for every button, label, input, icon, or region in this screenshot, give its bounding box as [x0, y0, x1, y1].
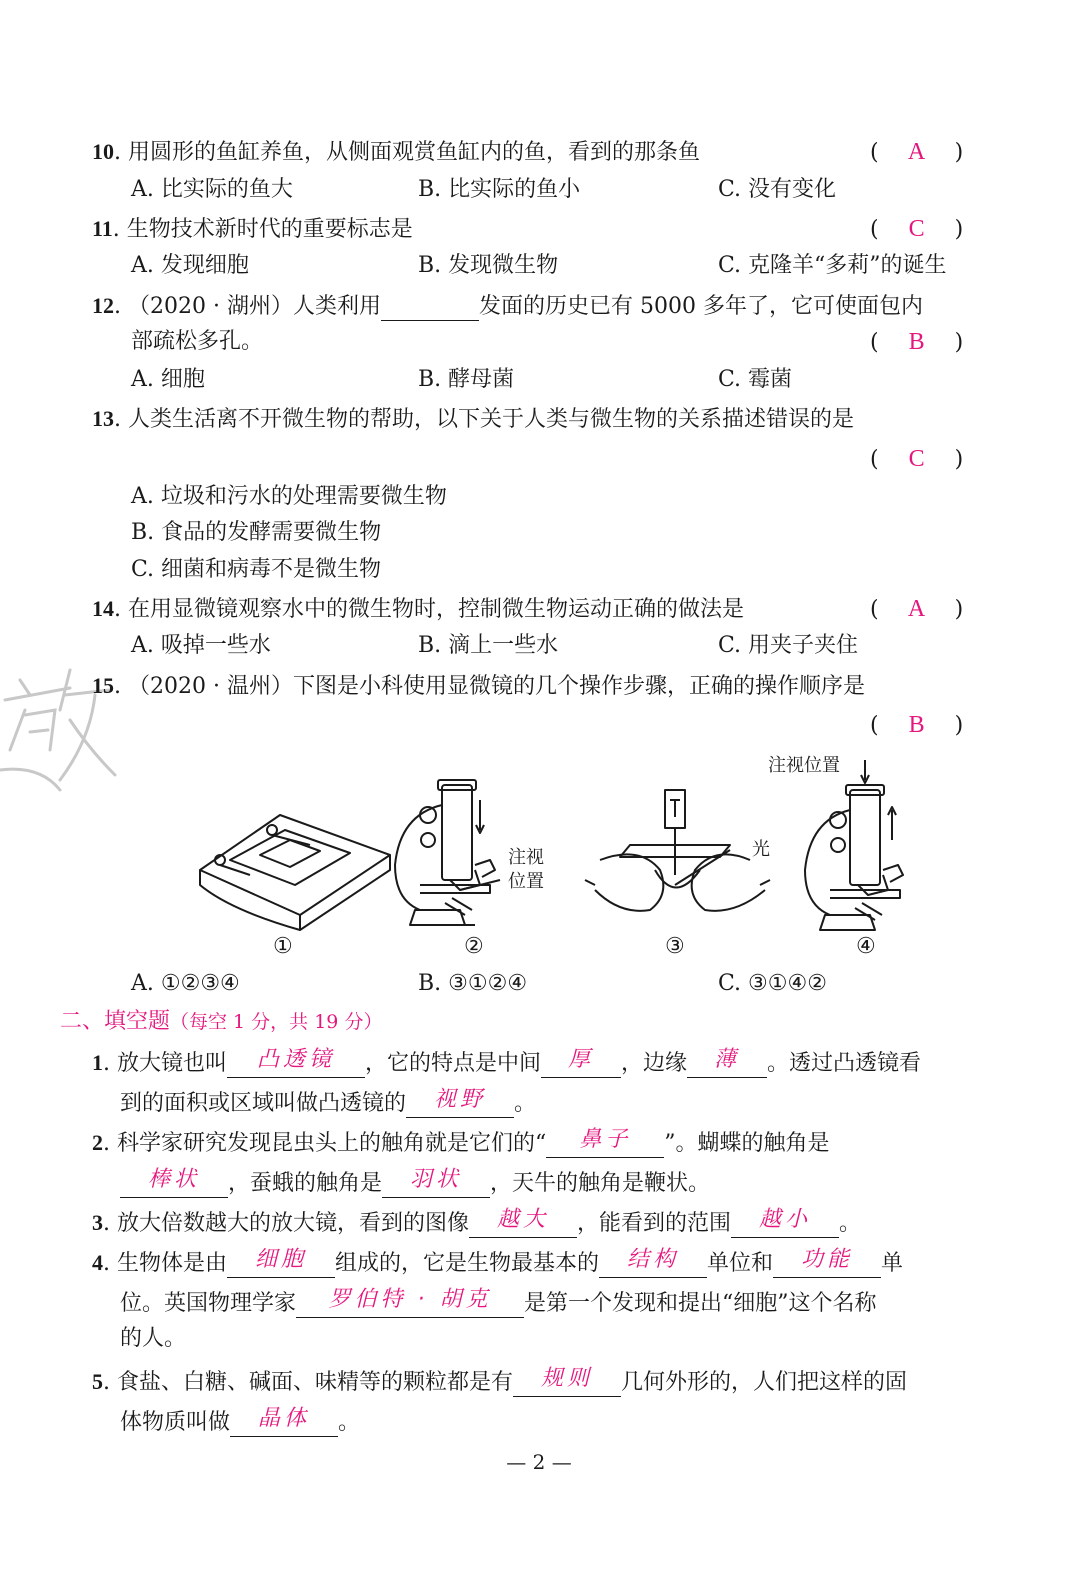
question-15 — [92, 672, 865, 701]
answer-blank — [382, 1167, 490, 1198]
option: A. 发现细胞 — [131, 253, 249, 278]
microscope-steps-figure — [190, 745, 930, 965]
answer-paren: ( C ) — [870, 216, 964, 242]
question-14 — [92, 595, 744, 624]
handwritten-answer: 鼻子 — [579, 1127, 632, 1152]
option: C. 没有变化 — [718, 177, 837, 202]
step4-microscope-drawing — [805, 760, 903, 930]
handwritten-answer: 视野 — [434, 1087, 487, 1112]
answer-paren: ( B ) — [870, 329, 964, 355]
answer-paren: ( A ) — [870, 139, 964, 165]
handwritten-answer: 越小 — [759, 1207, 812, 1232]
option: A. 垃圾和污水的处理需要微生物 — [131, 484, 447, 509]
step3-hands-drawing — [585, 790, 770, 911]
option: C. 克隆羊“多莉”的诞生 — [718, 253, 947, 278]
figure-label-2: ② — [464, 934, 484, 959]
option: A. 细胞 — [131, 367, 205, 392]
answer-blank — [120, 1167, 228, 1198]
note-watch-a2: 位置 — [508, 871, 544, 892]
step2-microscope-drawing — [395, 780, 500, 925]
note-light: 光 — [752, 839, 770, 860]
option: C. 用夹子夹住 — [718, 633, 859, 658]
page-number: — 2 — — [506, 1450, 572, 1474]
handwritten-answer: 薄 — [714, 1047, 741, 1072]
section-scoring: （每空 1 分，共 19 分） — [170, 1011, 383, 1033]
handwritten-answer: 规则 — [540, 1366, 593, 1391]
option: A. 比实际的鱼大 — [131, 177, 293, 202]
step1-slide-drawing — [200, 815, 390, 930]
answer-blank — [227, 1047, 365, 1078]
answer-blank — [513, 1366, 621, 1397]
question-12 — [92, 290, 923, 321]
question-number: 14 — [92, 596, 114, 621]
question-text: . 生物技术新时代的重要标志是 — [112, 217, 413, 242]
question-text: 发面的历史已有 5000 多年了，它可使面包内 — [478, 294, 923, 319]
handwritten-answer: 凸透镜 — [256, 1047, 335, 1072]
question-text: . 用圆形的鱼缸养鱼，从侧面观赏鱼缸内的鱼，看到的那条鱼 — [114, 140, 700, 165]
answer-paren: ( B ) — [870, 712, 964, 738]
answer-letter: A — [907, 596, 926, 622]
answer-blank — [731, 1207, 839, 1238]
question-number: 12 — [92, 293, 114, 318]
question-text-cont: 部疏松多孔。 — [131, 329, 264, 354]
fill-question-2: 2. 科学家研究发现昆虫头上的触角就是它们的“ 鼻子 ”。蝴蝶的触角是 — [92, 1127, 830, 1156]
answer-blank — [469, 1207, 577, 1238]
handwritten-answer: 结构 — [627, 1247, 680, 1272]
fill-question-1: 1. 放大镜也叫 凸透镜 ，它的特点是中间 厚 ，边缘 薄 。透过凸透镜看 — [92, 1047, 922, 1076]
fill-question-4-cont2: 的人。 — [120, 1326, 187, 1351]
option: B. 发现微生物 — [418, 253, 559, 278]
handwritten-answer: 晶体 — [258, 1406, 311, 1431]
question-number: 11 — [92, 216, 113, 241]
question-number: 15 — [92, 673, 114, 698]
handwritten-answer: 棒状 — [147, 1167, 200, 1192]
question-text: . （2020 · 温州）下图是小科使用显微镜的几个操作步骤，正确的操作顺序是 — [114, 674, 865, 699]
answer-paren: ( A ) — [870, 596, 964, 622]
handwritten-answer: 厚 — [568, 1047, 595, 1072]
option: B. 酵母菌 — [418, 367, 515, 392]
section-heading — [60, 1008, 382, 1036]
figure-label-1: ① — [273, 934, 293, 959]
answer-blank — [546, 1127, 664, 1158]
microscope-illustration — [190, 745, 930, 965]
figure-label-3: ③ — [665, 934, 685, 959]
question-text: . （2020 · 湖州）人类利用 — [114, 294, 381, 319]
handwritten-answer: 越大 — [496, 1207, 549, 1232]
section-title: 二、填空题 — [60, 1009, 171, 1034]
answer-blank — [296, 1287, 524, 1318]
option: C. 细菌和病毒不是微生物 — [131, 557, 382, 582]
answer-letter: C — [908, 446, 925, 472]
option: C. ③①④② — [718, 971, 827, 996]
answer-letter: C — [908, 216, 925, 242]
option: B. 滴上一些水 — [418, 633, 559, 658]
answer-blank — [599, 1247, 707, 1278]
answer-blank — [230, 1406, 338, 1437]
question-10 — [92, 138, 700, 167]
note-watch-b: 注视位置 — [768, 755, 840, 776]
answer-blank — [227, 1247, 335, 1278]
answer-blank — [773, 1247, 881, 1278]
answer-blank — [541, 1047, 621, 1078]
fill-question-4: 4. 生物体是由 细胞 组成的，它是生物最基本的 结构 单位和 功能 单 — [92, 1247, 904, 1276]
fill-question-4-cont: 位。英国物理学家 罗伯特 · 胡克 是第一个发现和提出“细胞”这个名称 — [120, 1287, 877, 1316]
question-number: 13 — [92, 406, 114, 431]
fill-question-5-cont: 体物质叫做 晶体 。 — [120, 1406, 361, 1435]
fill-question-3: 3. 放大倍数越大的放大镜，看到的图像 越大 ，能看到的范围 越小 。 — [92, 1207, 862, 1236]
fill-question-5: 5. 食盐、白糖、碱面、味精等的颗粒都是有 规则 几何外形的，人们把这样的固 — [92, 1366, 908, 1395]
option: B. 食品的发酵需要微生物 — [131, 520, 382, 545]
answer-blank — [406, 1087, 514, 1118]
question-11 — [92, 215, 413, 244]
question-number: 10 — [92, 139, 114, 164]
answer-letter: B — [908, 712, 925, 738]
option: A. ①②③④ — [131, 971, 240, 996]
note-watch-a1: 注视 — [508, 847, 544, 868]
figure-label-4: ④ — [856, 934, 876, 959]
answer-letter: B — [908, 329, 925, 355]
question-13 — [92, 405, 854, 434]
fill-question-2-cont: 棒状 ，蚕蛾的触角是 羽状 ，天牛的触角是鞭状。 — [120, 1167, 710, 1198]
answer-blank — [381, 290, 479, 321]
answer-paren: ( C ) — [870, 446, 964, 472]
answer-letter: A — [907, 139, 926, 165]
handwritten-answer: 羽状 — [410, 1167, 463, 1192]
handwritten-answer: 细胞 — [254, 1247, 307, 1272]
question-text: . 在用显微镜观察水中的微生物时，控制微生物运动正确的做法是 — [114, 597, 744, 622]
option: B. 比实际的鱼小 — [418, 177, 581, 202]
answer-blank — [687, 1047, 767, 1078]
option: C. 霉菌 — [718, 367, 793, 392]
option: A. 吸掉一些水 — [131, 633, 271, 658]
question-text: . 人类生活离不开微生物的帮助，以下关于人类与微生物的关系描述错误的是 — [114, 407, 854, 432]
option: B. ③①②④ — [418, 971, 528, 996]
handwritten-answer: 罗伯特 · 胡克 — [328, 1287, 492, 1312]
fill-question-1-cont: 到的面积或区域叫做凸透镜的 视野 。 — [120, 1087, 537, 1116]
handwritten-answer: 功能 — [801, 1247, 854, 1272]
watermark-logo — [0, 640, 120, 804]
